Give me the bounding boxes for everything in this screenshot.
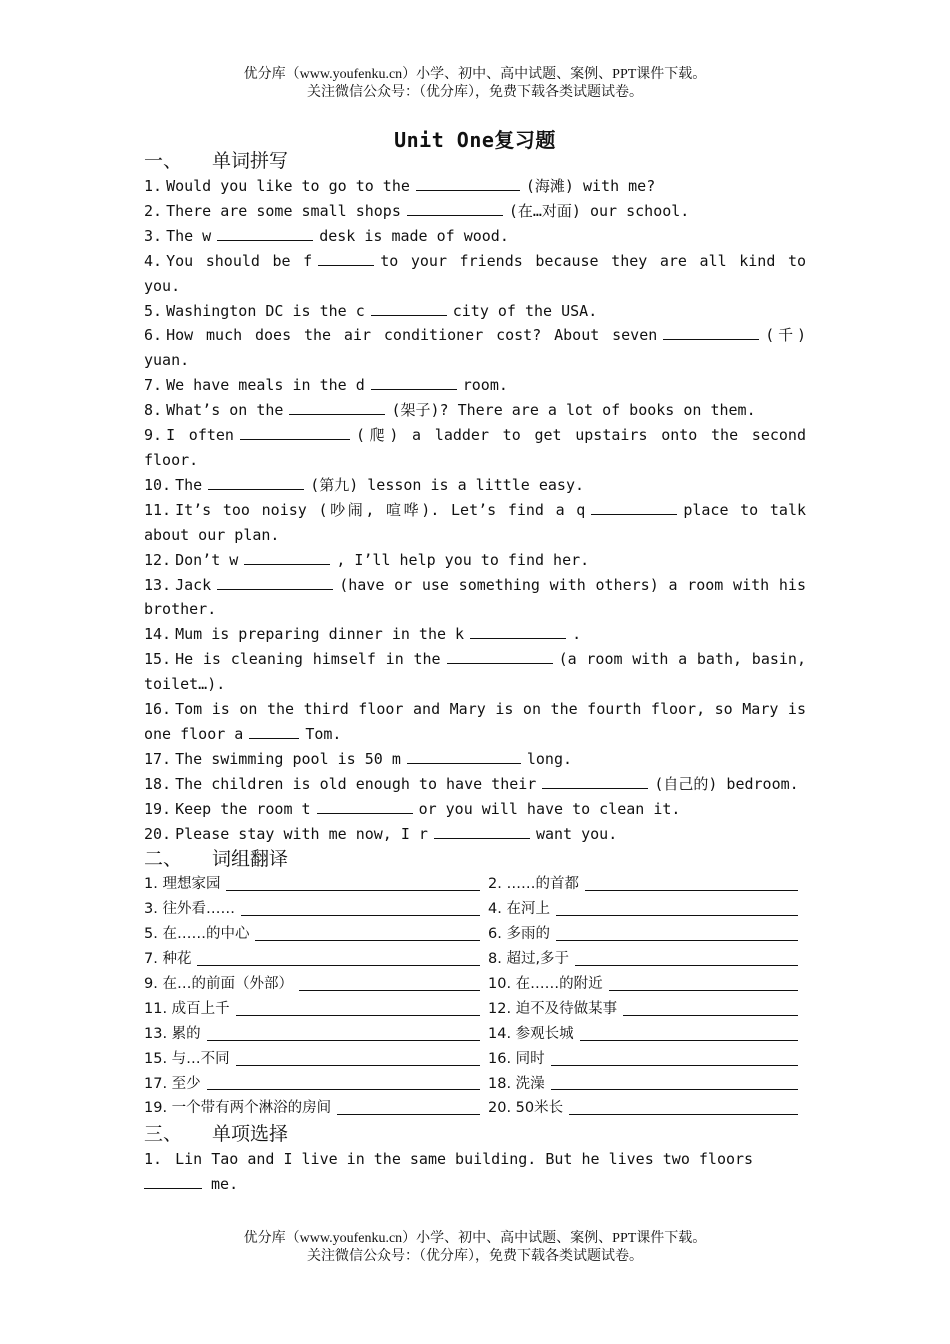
spelling-question (144, 299, 806, 324)
question-number: 12. (144, 550, 172, 569)
section-heading-choice (144, 1121, 806, 1147)
spelling-question (144, 647, 806, 697)
phrase-label: 1. 理想家园 (144, 876, 221, 893)
question-text: Please stay with me now, I r (175, 824, 428, 843)
phrase-label: 10. 在……的附近 (488, 976, 603, 993)
question-text-after: (海滩) with me? (525, 177, 656, 195)
answer-blank[interactable] (144, 1173, 202, 1189)
answer-line[interactable] (623, 999, 798, 1016)
spelling-question (144, 249, 806, 299)
question-number: 16. (144, 700, 172, 719)
phrase-label: 18. 洗澡 (488, 1075, 545, 1092)
question-number: 20. (144, 824, 172, 843)
question-number: 6. (144, 326, 163, 345)
document-title: Unit One复习题 (394, 128, 556, 152)
question-number: 1. (144, 177, 163, 195)
phrase-item (144, 872, 488, 897)
spelling-question (144, 373, 806, 398)
phrase-item (144, 922, 488, 947)
answer-blank[interactable] (434, 823, 530, 839)
question-number: 7. (144, 376, 163, 395)
section-number: 三、 (144, 1123, 183, 1146)
question-text: Mum is preparing dinner in the k (175, 625, 465, 644)
question-text-after: , I’ll help you to find her. (336, 550, 590, 569)
question-text: Don’t w (175, 550, 239, 569)
question-text: The (175, 475, 203, 494)
question-number: 17. (144, 749, 172, 768)
phrase-label: 15. 与…不同 (144, 1050, 230, 1067)
phrase-item (488, 922, 806, 947)
question-text: Washington DC is the c (166, 301, 365, 320)
question-text-after: long. (526, 749, 573, 768)
phrase-label: 6. 多雨的 (488, 926, 550, 943)
question-number: 19. (144, 799, 172, 818)
answer-line[interactable] (236, 1049, 480, 1066)
answer-blank[interactable] (542, 773, 648, 789)
question-text: Lin Tao and I live in the same building. But he lives two floors (175, 1150, 754, 1169)
answer-blank[interactable] (663, 324, 759, 340)
answer-blank[interactable] (249, 723, 299, 739)
answer-blank[interactable] (447, 648, 553, 664)
phrase-item (488, 1072, 806, 1097)
question-text: I often (166, 426, 234, 445)
phrase-label: 14. 参观长城 (488, 1025, 574, 1042)
question-text: You should be f (166, 251, 313, 270)
answer-line[interactable] (569, 1098, 798, 1115)
question-number: 8. (144, 401, 163, 420)
question-text-after: desk is made of wood. (319, 226, 509, 245)
answer-line[interactable] (575, 949, 798, 966)
phrase-item (144, 972, 488, 997)
question-number: 9. (144, 426, 163, 445)
phrase-row (144, 922, 806, 947)
spelling-question (144, 473, 806, 498)
answer-line[interactable] (337, 1098, 480, 1115)
question-number: 1. (144, 1150, 163, 1169)
spelling-question (144, 174, 806, 199)
question-text-after: place to talk about our plan. (144, 500, 807, 544)
question-text-after: want you. (535, 824, 618, 843)
spelling-question (144, 573, 806, 623)
phrase-label: 3. 往外看…… (144, 901, 235, 918)
phrase-row (144, 1072, 806, 1097)
phrase-item (488, 947, 806, 972)
question-text: Would you like to go to the (166, 177, 410, 195)
phrase-row (144, 1022, 806, 1047)
question-number: 2. (144, 201, 163, 220)
question-number: 13. (144, 575, 172, 594)
question-text-after: me. (211, 1175, 239, 1194)
question-text: Tom is on the third floor and Mary is on the fourth floor, so Mary is one floor a (144, 700, 806, 743)
answer-blank[interactable] (318, 250, 374, 266)
spelling-question (144, 622, 806, 647)
subheader-line: 关注微信公众号：（优分库），免费下载各类试题试卷。 (307, 85, 643, 100)
page-header (0, 66, 950, 102)
spelling-question (144, 747, 806, 772)
spelling-question (144, 697, 806, 747)
phrase-item (488, 1096, 806, 1121)
spelling-question (144, 199, 806, 224)
spelling-question (144, 548, 806, 573)
question-text: Keep the room t (175, 799, 311, 818)
question-number: 11. (144, 500, 172, 519)
spelling-question (144, 423, 806, 473)
question-text: The w (166, 226, 212, 245)
phrase-label: 17. 至少 (144, 1075, 201, 1092)
section-heading-spelling (144, 148, 806, 174)
phrase-label: 19. 一个带有两个淋浴的房间 (144, 1100, 332, 1117)
phrase-item (488, 997, 806, 1022)
question-text-after: (自己的) bedroom. (654, 774, 799, 793)
phrase-row (144, 1047, 806, 1072)
question-text: The children is old enough to have their (175, 774, 537, 793)
phrase-item (488, 972, 806, 997)
question-text-after: or you will have to clean it. (418, 799, 681, 818)
answer-blank[interactable] (470, 623, 566, 639)
phrase-label: 8. 超过,多于 (488, 951, 570, 968)
phrase-label: 12. 迫不及待做某事 (488, 1000, 618, 1017)
answer-blank[interactable] (591, 499, 677, 515)
section-heading-translation (144, 846, 806, 872)
question-text-after: . (572, 625, 582, 644)
answer-blank[interactable] (407, 748, 521, 764)
answer-blank[interactable] (217, 225, 313, 241)
spelling-question (144, 224, 806, 249)
answer-blank[interactable] (371, 374, 457, 390)
section-title: 单词拼写 (212, 150, 289, 172)
answer-blank[interactable] (217, 574, 333, 590)
question-text-after: (a room with a bath, basin, toilet…). (144, 650, 806, 694)
question-text-after: Tom. (305, 724, 342, 743)
phrase-item (144, 1022, 488, 1047)
spelling-question (144, 797, 806, 822)
footer-line: 优分库（www.youfenku.cn）小学、初中、高中试题、案例、PPT课件下载。 (243, 1231, 707, 1246)
question-text-after: (爬) a ladder to get upstairs onto the second floor. (144, 426, 806, 469)
phrase-label: 4. 在河上 (488, 901, 550, 918)
phrase-row (144, 1096, 806, 1121)
phrase-item (144, 1096, 488, 1121)
question-number: 4. (144, 251, 163, 270)
answer-line[interactable] (551, 1073, 798, 1090)
question-text-after: to your friends because they are all kind to you. (144, 251, 806, 295)
question-text: There are some small shops (166, 201, 401, 220)
answer-line[interactable] (207, 1024, 480, 1041)
answer-line[interactable] (207, 1073, 480, 1090)
section-title: 词组翻译 (212, 848, 289, 871)
answer-blank[interactable] (289, 399, 385, 415)
question-number: 18. (144, 774, 172, 793)
answer-line[interactable] (299, 974, 480, 991)
phrase-item (488, 1047, 806, 1072)
footer-subline: 关注微信公众号：（优分库），免费下载各类试题试卷。 (307, 1249, 643, 1264)
choice-question (144, 1147, 806, 1197)
section-title: 单项选择 (212, 1123, 289, 1146)
question-text: The swimming pool is 50 m (175, 749, 401, 768)
spelling-question (144, 498, 806, 548)
phrase-row (144, 947, 806, 972)
answer-blank[interactable] (208, 474, 304, 490)
phrase-item (144, 1072, 488, 1097)
phrase-label: 13. 累的 (144, 1025, 201, 1042)
question-text: It’s too noisy (吵闹, 喧哗). Let’s find a q (175, 500, 586, 519)
answer-line[interactable] (255, 924, 480, 941)
phrase-label: 7. 种花 (144, 951, 192, 968)
question-text-after: (第九) lesson is a little easy. (310, 475, 585, 494)
answer-line[interactable] (556, 899, 798, 916)
phrase-item (144, 947, 488, 972)
question-number: 15. (144, 650, 172, 669)
phrase-label: 5. 在……的中心 (144, 926, 250, 943)
phrase-label: 20. 50米长 (488, 1100, 564, 1117)
answer-line[interactable] (236, 999, 480, 1016)
phrase-item (488, 897, 806, 922)
answer-line[interactable] (556, 924, 798, 941)
phrase-label: 2. ……的首都 (488, 876, 579, 893)
question-text: We have meals in the d (166, 376, 365, 395)
answer-line[interactable] (551, 1049, 798, 1066)
phrase-item (488, 1022, 806, 1047)
answer-line[interactable] (580, 1024, 798, 1041)
phrase-item (144, 1047, 488, 1072)
phrase-label: 16. 同时 (488, 1050, 545, 1067)
question-text-after: (架子)? There are a lot of books on them. (391, 401, 756, 420)
phrase-label: 9. 在…的前面（外部） (144, 976, 293, 993)
answer-blank[interactable] (416, 175, 520, 191)
section-number: 二、 (144, 848, 183, 871)
spelling-question (144, 772, 806, 797)
spelling-question (144, 398, 806, 423)
question-number: 3. (144, 226, 163, 245)
spelling-question (144, 822, 806, 847)
answer-blank[interactable] (407, 200, 503, 216)
question-text: Jack (175, 575, 212, 594)
question-text-after: (千) yuan. (144, 326, 807, 370)
question-text: He is cleaning himself in the (175, 650, 441, 669)
phrase-item (144, 897, 488, 922)
phrase-item (488, 872, 806, 897)
question-text-after: (have or use something with others) a room with his brother. (144, 575, 806, 619)
phrase-item (144, 997, 488, 1022)
spelling-question (144, 323, 806, 373)
phrase-translation-list (144, 872, 806, 1121)
content (144, 148, 806, 1197)
answer-line[interactable] (585, 874, 798, 891)
answer-blank[interactable] (244, 549, 330, 565)
question-text-after: city of the USA. (452, 301, 598, 320)
question-text-after: room. (462, 376, 508, 395)
phrase-row (144, 997, 806, 1022)
page-footer (0, 1230, 950, 1266)
phrase-row (144, 897, 806, 922)
phrase-row (144, 872, 806, 897)
phrase-row (144, 972, 806, 997)
question-number: 14. (144, 625, 172, 644)
question-number: 10. (144, 475, 172, 494)
answer-blank[interactable] (371, 300, 447, 316)
question-number: 5. (144, 301, 163, 320)
answer-line[interactable] (241, 899, 480, 916)
header-line: 优分库（www.youfenku.cn）小学、初中、高中试题、案例、PPT课件下载。 (243, 67, 707, 82)
answer-line[interactable] (609, 974, 798, 991)
question-text-after: (在…对面) our school. (508, 201, 690, 220)
answer-line[interactable] (197, 949, 480, 966)
answer-blank[interactable] (240, 424, 350, 440)
answer-blank[interactable] (317, 798, 413, 814)
question-text: How much does the air conditioner cost? About seven (166, 326, 658, 345)
question-text: What’s on the (166, 401, 284, 420)
phrase-label: 11. 成百上千 (144, 1000, 230, 1017)
section-number: 一、 (144, 150, 183, 172)
spelling-questions (144, 174, 806, 846)
answer-line[interactable] (226, 874, 480, 891)
